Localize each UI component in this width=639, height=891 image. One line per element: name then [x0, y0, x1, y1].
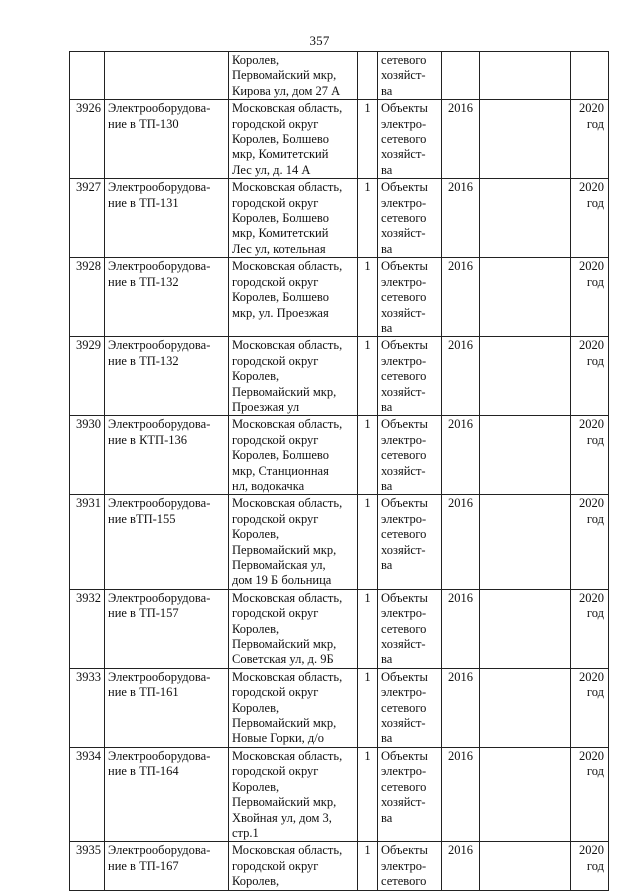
cell-empty	[480, 179, 571, 258]
cell-empty	[480, 747, 571, 841]
cell-name: Электрооборудова- ние в ТП-167	[105, 842, 229, 890]
cell-qty: 1	[358, 100, 378, 179]
cell-until: 2020 год	[571, 179, 609, 258]
cell-year: 2016	[442, 495, 480, 589]
cell-until: 2020 год	[571, 747, 609, 841]
cell-address: Королев, Первомайский мкр, Кирова ул, дом 27 А	[229, 52, 358, 100]
cell-address: Московская область, городской округ Королев,	[229, 842, 358, 890]
cell-category: Объекты электро- сетевого хозяйст- ва	[378, 100, 442, 179]
table-row	[70, 842, 609, 890]
page-number: 357	[309, 33, 330, 48]
cell-address: Московская область, городской округ Королев, Первомайский мкр, Советская ул, д. 9Б	[229, 589, 358, 668]
cell-until	[571, 52, 609, 100]
cell-address: Московская область, городской округ Королев, Первомайский мкр, Хвойная ул, дом 3, стр.1	[229, 747, 358, 841]
cell-category: Объекты электро- сетевого хозяйст- ва	[378, 179, 442, 258]
cell-num: 3932	[70, 589, 105, 668]
cell-address: Московская область, городской округ Королев, Болшево мкр, Комитетский Лес ул, котельная	[229, 179, 358, 258]
table-row	[70, 747, 609, 841]
cell-until: 2020 год	[571, 589, 609, 668]
cell-year: 2016	[442, 258, 480, 337]
cell-year: 2016	[442, 842, 480, 890]
table-row	[70, 258, 609, 337]
cell-address: Московская область, городской округ Королев, Болшево мкр, ул. Проезжая	[229, 258, 358, 337]
cell-name: Электрооборудова- ние в ТП-130	[105, 100, 229, 179]
cell-year: 2016	[442, 179, 480, 258]
cell-num: 3931	[70, 495, 105, 589]
cell-year: 2016	[442, 747, 480, 841]
cell-name: Электрооборудова- ние в ТП-157	[105, 589, 229, 668]
continuation-row	[70, 52, 609, 100]
cell-num: 3930	[70, 416, 105, 495]
cell-until: 2020 год	[571, 337, 609, 416]
table-row	[70, 337, 609, 416]
cell-address: Московская область, городской округ Королев, Болшево мкр, Комитетский Лес ул, д. 14 А	[229, 100, 358, 179]
cell-qty: 1	[358, 495, 378, 589]
cell-empty	[480, 100, 571, 179]
cell-address: Московская область, городской округ Королев, Первомайский мкр, Проезжая ул	[229, 337, 358, 416]
cell-qty: 1	[358, 842, 378, 890]
table-row	[70, 589, 609, 668]
cell-category: сетевого хозяйст- ва	[378, 52, 442, 100]
cell-empty	[480, 416, 571, 495]
cell-num	[70, 52, 105, 100]
cell-name: Электрооборудова- ние вТП-155	[105, 495, 229, 589]
cell-address: Московская область, городской округ Королев, Первомайский мкр, Новые Горки, д/о	[229, 668, 358, 747]
cell-empty	[480, 589, 571, 668]
cell-empty	[480, 668, 571, 747]
cell-until: 2020 год	[571, 495, 609, 589]
cell-category: Объекты электро- сетевого	[378, 842, 442, 890]
cell-until: 2020 год	[571, 258, 609, 337]
cell-qty	[358, 52, 378, 100]
cell-name: Электрооборудова- ние в ТП-132	[105, 337, 229, 416]
cell-num: 3928	[70, 258, 105, 337]
cell-name: Электрооборудова- ние в ТП-164	[105, 747, 229, 841]
cell-year: 2016	[442, 668, 480, 747]
cell-num: 3934	[70, 747, 105, 841]
cell-category: Объекты электро- сетевого хозяйст- ва	[378, 668, 442, 747]
cell-category: Объекты электро- сетевого хозяйст- ва	[378, 337, 442, 416]
cell-num: 3933	[70, 668, 105, 747]
table-row	[70, 416, 609, 495]
cell-year: 2016	[442, 589, 480, 668]
cell-until: 2020 год	[571, 668, 609, 747]
cell-year: 2016	[442, 337, 480, 416]
cell-category: Объекты электро- сетевого хозяйст- ва	[378, 258, 442, 337]
cell-qty: 1	[358, 589, 378, 668]
cell-qty: 1	[358, 747, 378, 841]
cell-qty: 1	[358, 258, 378, 337]
cell-empty	[480, 842, 571, 890]
table-row	[70, 100, 609, 179]
cell-year	[442, 52, 480, 100]
cell-num: 3935	[70, 842, 105, 890]
cell-name	[105, 52, 229, 100]
cell-name: Электрооборудова- ние в КТП-136	[105, 416, 229, 495]
cell-until: 2020 год	[571, 100, 609, 179]
table-row	[70, 668, 609, 747]
table-row	[70, 179, 609, 258]
cell-qty: 1	[358, 668, 378, 747]
cell-empty	[480, 258, 571, 337]
cell-category: Объекты электро- сетевого хозяйст- ва	[378, 495, 442, 589]
cell-qty: 1	[358, 179, 378, 258]
cell-num: 3926	[70, 100, 105, 179]
cell-name: Электрооборудова- ние в ТП-132	[105, 258, 229, 337]
cell-category: Объекты электро- сетевого хозяйст- ва	[378, 589, 442, 668]
cell-until: 2020 год	[571, 842, 609, 890]
cell-name: Электрооборудова- ние в ТП-161	[105, 668, 229, 747]
cell-category: Объекты электро- сетевого хозяйст- ва	[378, 747, 442, 841]
cell-address: Московская область, городской округ Королев, Первомайский мкр, Первомайская ул, дом 19 Б больница	[229, 495, 358, 589]
cell-empty	[480, 337, 571, 416]
cell-year: 2016	[442, 416, 480, 495]
cell-num: 3929	[70, 337, 105, 416]
cell-year: 2016	[442, 100, 480, 179]
cell-qty: 1	[358, 337, 378, 416]
cell-category: Объекты электро- сетевого хозяйст- ва	[378, 416, 442, 495]
property-table	[69, 51, 609, 891]
cell-address: Московская область, городской округ Королев, Болшево мкр, Станционная нл, водокачка	[229, 416, 358, 495]
cell-until: 2020 год	[571, 416, 609, 495]
cell-empty	[480, 52, 571, 100]
cell-num: 3927	[70, 179, 105, 258]
cell-empty	[480, 495, 571, 589]
table-row	[70, 495, 609, 589]
cell-name: Электрооборудова- ние в ТП-131	[105, 179, 229, 258]
cell-qty: 1	[358, 416, 378, 495]
